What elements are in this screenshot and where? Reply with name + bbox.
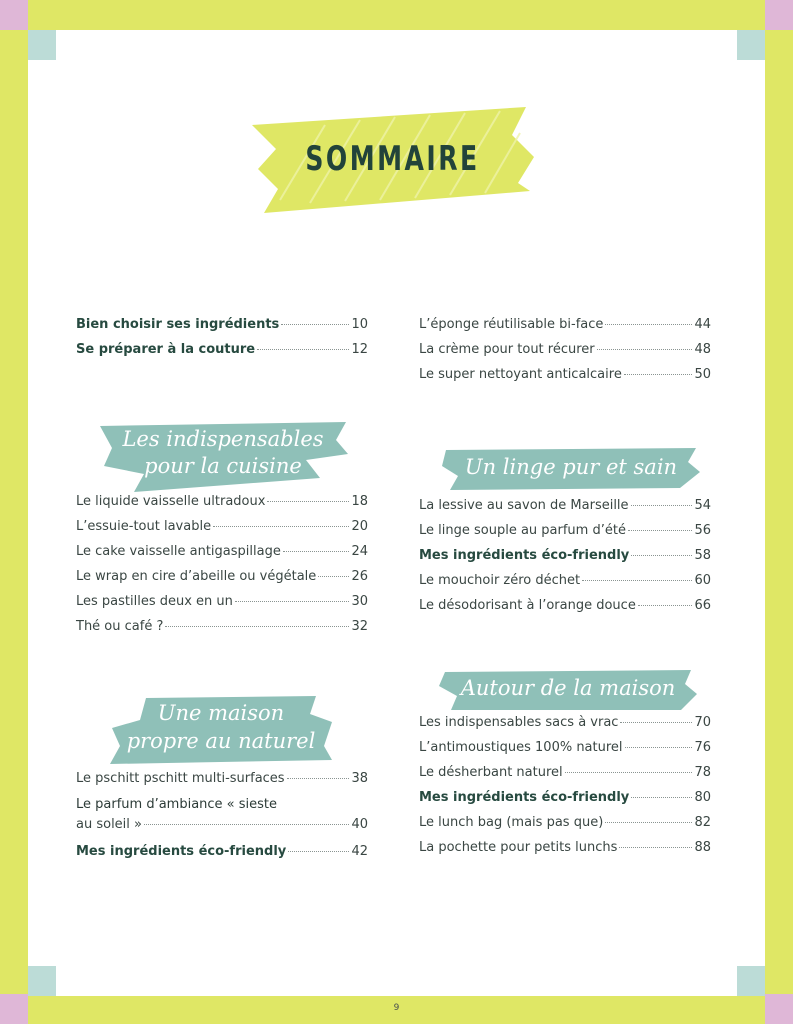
corner-block bbox=[0, 0, 28, 30]
toc-entry[interactable]: Le désodorisant à l’orange douce 66 bbox=[419, 598, 711, 613]
dot-leader bbox=[638, 605, 693, 606]
dot-leader bbox=[582, 580, 692, 581]
dot-leader bbox=[565, 772, 693, 773]
dot-leader bbox=[624, 374, 693, 375]
section-banner-maison bbox=[106, 694, 336, 766]
toc-entry[interactable]: Les pastilles deux en un 30 bbox=[76, 594, 368, 609]
section-heading: Autour de la maison bbox=[460, 676, 676, 700]
dot-leader bbox=[213, 526, 349, 527]
dot-leader bbox=[288, 851, 349, 852]
dot-leader bbox=[165, 626, 349, 627]
toc-entry[interactable]: La lessive au savon de Marseille 54 bbox=[419, 498, 711, 513]
section-heading: propre au naturel bbox=[126, 729, 316, 753]
title-banner bbox=[250, 105, 535, 215]
dot-leader bbox=[597, 349, 693, 350]
toc-entry[interactable]: Le cake vaisselle antigaspillage 24 bbox=[76, 544, 368, 559]
page-number: 9 bbox=[393, 1003, 400, 1013]
dot-leader bbox=[318, 576, 349, 577]
dot-leader bbox=[267, 501, 349, 502]
page-border-right bbox=[765, 0, 793, 1024]
toc-entry[interactable]: Les indispensables sacs à vrac 70 bbox=[419, 715, 711, 730]
toc-entry[interactable]: Le super nettoyant anticalcaire 50 bbox=[419, 367, 711, 382]
dot-leader bbox=[287, 778, 350, 779]
dot-leader bbox=[631, 505, 693, 506]
section-banner-linge bbox=[440, 446, 702, 492]
dot-leader bbox=[631, 797, 692, 798]
dot-leader bbox=[631, 555, 692, 556]
dot-leader bbox=[257, 349, 349, 350]
dot-leader bbox=[628, 530, 693, 531]
toc-entry[interactable]: Le mouchoir zéro déchet 60 bbox=[419, 573, 711, 588]
dot-leader bbox=[605, 822, 692, 823]
toc-entry[interactable]: Thé ou café ? 32 bbox=[76, 619, 368, 634]
toc-section-linge bbox=[419, 493, 711, 618]
corner-block bbox=[28, 966, 56, 996]
dot-leader bbox=[620, 722, 692, 723]
toc-entry[interactable]: La crème pour tout récurer 48 bbox=[419, 342, 711, 357]
toc-entry[interactable]: Mes ingrédients éco-friendly 80 bbox=[419, 790, 711, 805]
dot-leader bbox=[144, 824, 349, 825]
section-banner-cuisine bbox=[96, 420, 350, 494]
page-border-left bbox=[0, 0, 28, 1024]
toc-section-cuisine bbox=[76, 489, 368, 639]
section-heading: Un linge pur et sain bbox=[464, 455, 678, 479]
dot-leader bbox=[235, 601, 350, 602]
toc-entry-label: Le parfum d’ambiance « sieste bbox=[76, 797, 278, 812]
section-heading: Une maison bbox=[157, 701, 285, 725]
toc-entry[interactable]: Le parfum d’ambiance « sieste au soleil » 40 bbox=[76, 797, 368, 832]
toc-entry[interactable]: Le wrap en cire d’abeille ou végétale 26 bbox=[76, 569, 368, 584]
corner-block bbox=[737, 966, 765, 996]
toc-entry[interactable]: Le désherbant naturel 78 bbox=[419, 765, 711, 780]
dot-leader bbox=[281, 324, 349, 325]
toc-entry[interactable]: Le liquide vaisselle ultradoux 18 bbox=[76, 494, 368, 509]
toc-entry[interactable]: Le pschitt pschitt multi-surfaces 38 bbox=[76, 771, 368, 786]
toc-entry[interactable]: Le lunch bag (mais pas que) 82 bbox=[419, 815, 711, 830]
corner-block bbox=[737, 30, 765, 60]
dot-leader bbox=[283, 551, 350, 552]
toc-entry[interactable]: Mes ingrédients éco-friendly 42 bbox=[76, 844, 368, 859]
toc-entry[interactable]: L’essuie-tout lavable 20 bbox=[76, 519, 368, 534]
section-banner-autour bbox=[437, 668, 699, 712]
toc-section-autour bbox=[419, 710, 711, 860]
toc-entry[interactable]: Bien choisir ses ingrédients 10 bbox=[76, 317, 368, 332]
corner-block bbox=[28, 30, 56, 60]
section-heading: pour la cuisine bbox=[144, 454, 302, 478]
corner-block bbox=[765, 0, 793, 30]
toc-entry[interactable]: Le linge souple au parfum d’été 56 bbox=[419, 523, 711, 538]
section-heading: Les indispensables bbox=[122, 427, 324, 451]
dot-leader bbox=[625, 747, 693, 748]
page-title: SOMMAIRE bbox=[305, 139, 480, 179]
toc-entry[interactable]: Mes ingrédients éco-friendly 58 bbox=[419, 548, 711, 563]
dot-leader bbox=[619, 847, 692, 848]
toc-entry[interactable]: La pochette pour petits lunchs 88 bbox=[419, 840, 711, 855]
toc-entry[interactable]: L’antimoustiques 100% naturel 76 bbox=[419, 740, 711, 755]
toc-section-maison bbox=[76, 766, 368, 864]
page-border-top bbox=[0, 0, 793, 30]
toc-intro bbox=[76, 312, 368, 362]
toc-entry[interactable]: Se préparer à la couture 12 bbox=[76, 342, 368, 357]
toc-entry[interactable]: L’éponge réutilisable bi-face 44 bbox=[419, 317, 711, 332]
dot-leader bbox=[605, 324, 692, 325]
toc-section-top-right bbox=[419, 312, 711, 387]
